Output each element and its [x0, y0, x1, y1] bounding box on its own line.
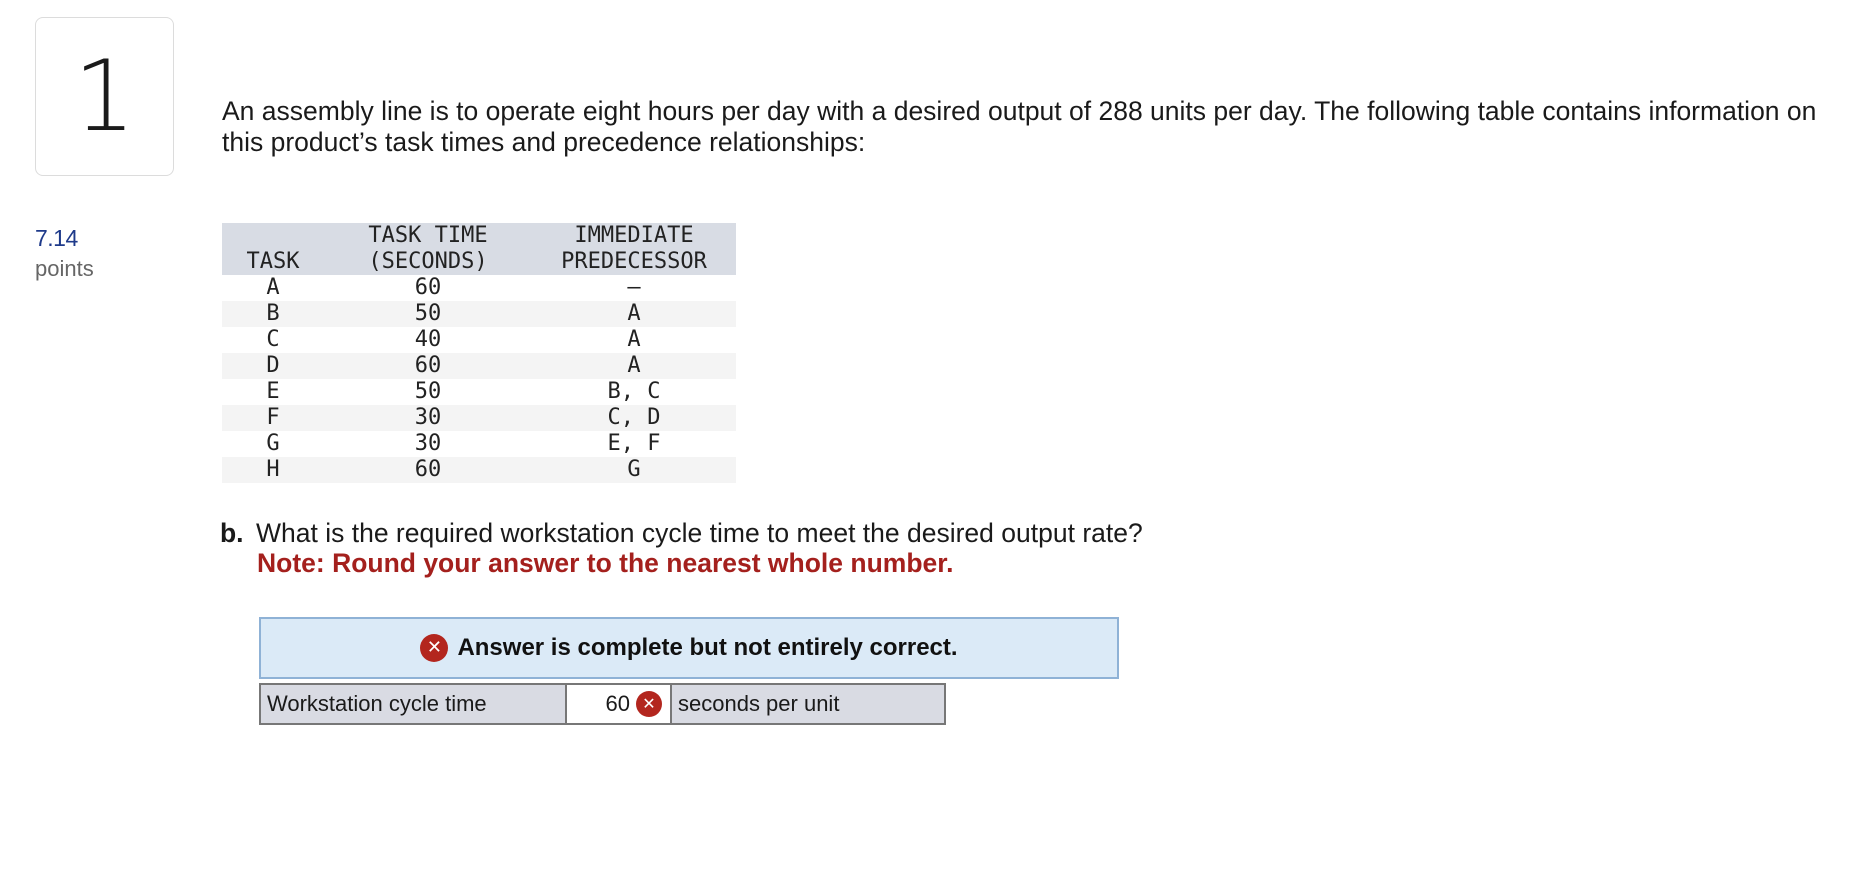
header-task-time: TASK TIME (SECONDS) — [324, 223, 532, 275]
predecessor-cell: A — [532, 353, 736, 379]
header-predecessor: IMMEDIATE PREDECESSOR — [532, 223, 736, 275]
feedback-banner — [259, 617, 1119, 679]
table-row — [222, 327, 736, 353]
table-row — [222, 301, 736, 327]
part-b-letter: b. — [220, 518, 244, 548]
question-number: 1 — [73, 39, 136, 154]
feedback-text: Answer is complete but not entirely correct. — [457, 634, 958, 661]
time-cell: 50 — [324, 301, 532, 327]
predecessor-cell: A — [532, 301, 736, 327]
predecessor-cell: A — [627, 327, 641, 352]
time-cell: 60 — [324, 457, 532, 483]
time-cell: 50 — [414, 379, 442, 404]
predecessor-cell: G — [532, 457, 736, 483]
task-cell: B — [222, 301, 324, 327]
table-row — [222, 275, 736, 301]
time-cell: 60 — [414, 275, 442, 300]
rounding-note: Note: Round your answer to the nearest whole number. — [257, 548, 954, 578]
predecessor-cell: B, C — [607, 379, 661, 404]
points-value: 7.14 — [35, 225, 78, 251]
answer-row — [259, 683, 946, 725]
answer-label: Workstation cycle time — [261, 685, 567, 723]
table-row — [222, 431, 736, 457]
table-row — [222, 405, 736, 431]
question-intro: An assembly line is to operate eight hours per day with a desired output of 288 units per day. The following table contains information on this product’s task times and precedence relationships: — [222, 96, 1817, 157]
task-cell: C — [266, 327, 280, 352]
x-circle-icon: ✕ — [420, 634, 448, 662]
table-row — [222, 457, 736, 483]
part-b-text: What is the required workstation cycle time to meet the desired output rate? — [256, 518, 1143, 548]
task-cell: G — [266, 431, 280, 456]
answer-value: 60 — [605, 691, 630, 716]
part-b-question — [220, 518, 1143, 549]
time-cell: 30 — [324, 405, 532, 431]
points-label: points — [35, 256, 94, 281]
answer-field[interactable] — [567, 685, 672, 723]
table-row — [222, 353, 736, 379]
task-cell: A — [266, 275, 280, 300]
task-cell: D — [222, 353, 324, 379]
predecessor-cell: C, D — [532, 405, 736, 431]
time-cell: 40 — [414, 327, 442, 352]
task-table-header — [222, 223, 736, 275]
time-cell: 30 — [414, 431, 442, 456]
incorrect-icon: ✕ — [636, 691, 662, 717]
task-cell: H — [222, 457, 324, 483]
table-row — [222, 379, 736, 405]
header-task: TASK — [222, 223, 324, 275]
time-cell: 60 — [324, 353, 532, 379]
answer-unit: seconds per unit — [672, 685, 944, 723]
predecessor-cell: — — [627, 275, 641, 300]
question-number-box — [35, 17, 174, 176]
task-table — [222, 223, 736, 483]
task-cell: F — [222, 405, 324, 431]
predecessor-cell: E, F — [607, 431, 661, 456]
task-cell: E — [266, 379, 280, 404]
